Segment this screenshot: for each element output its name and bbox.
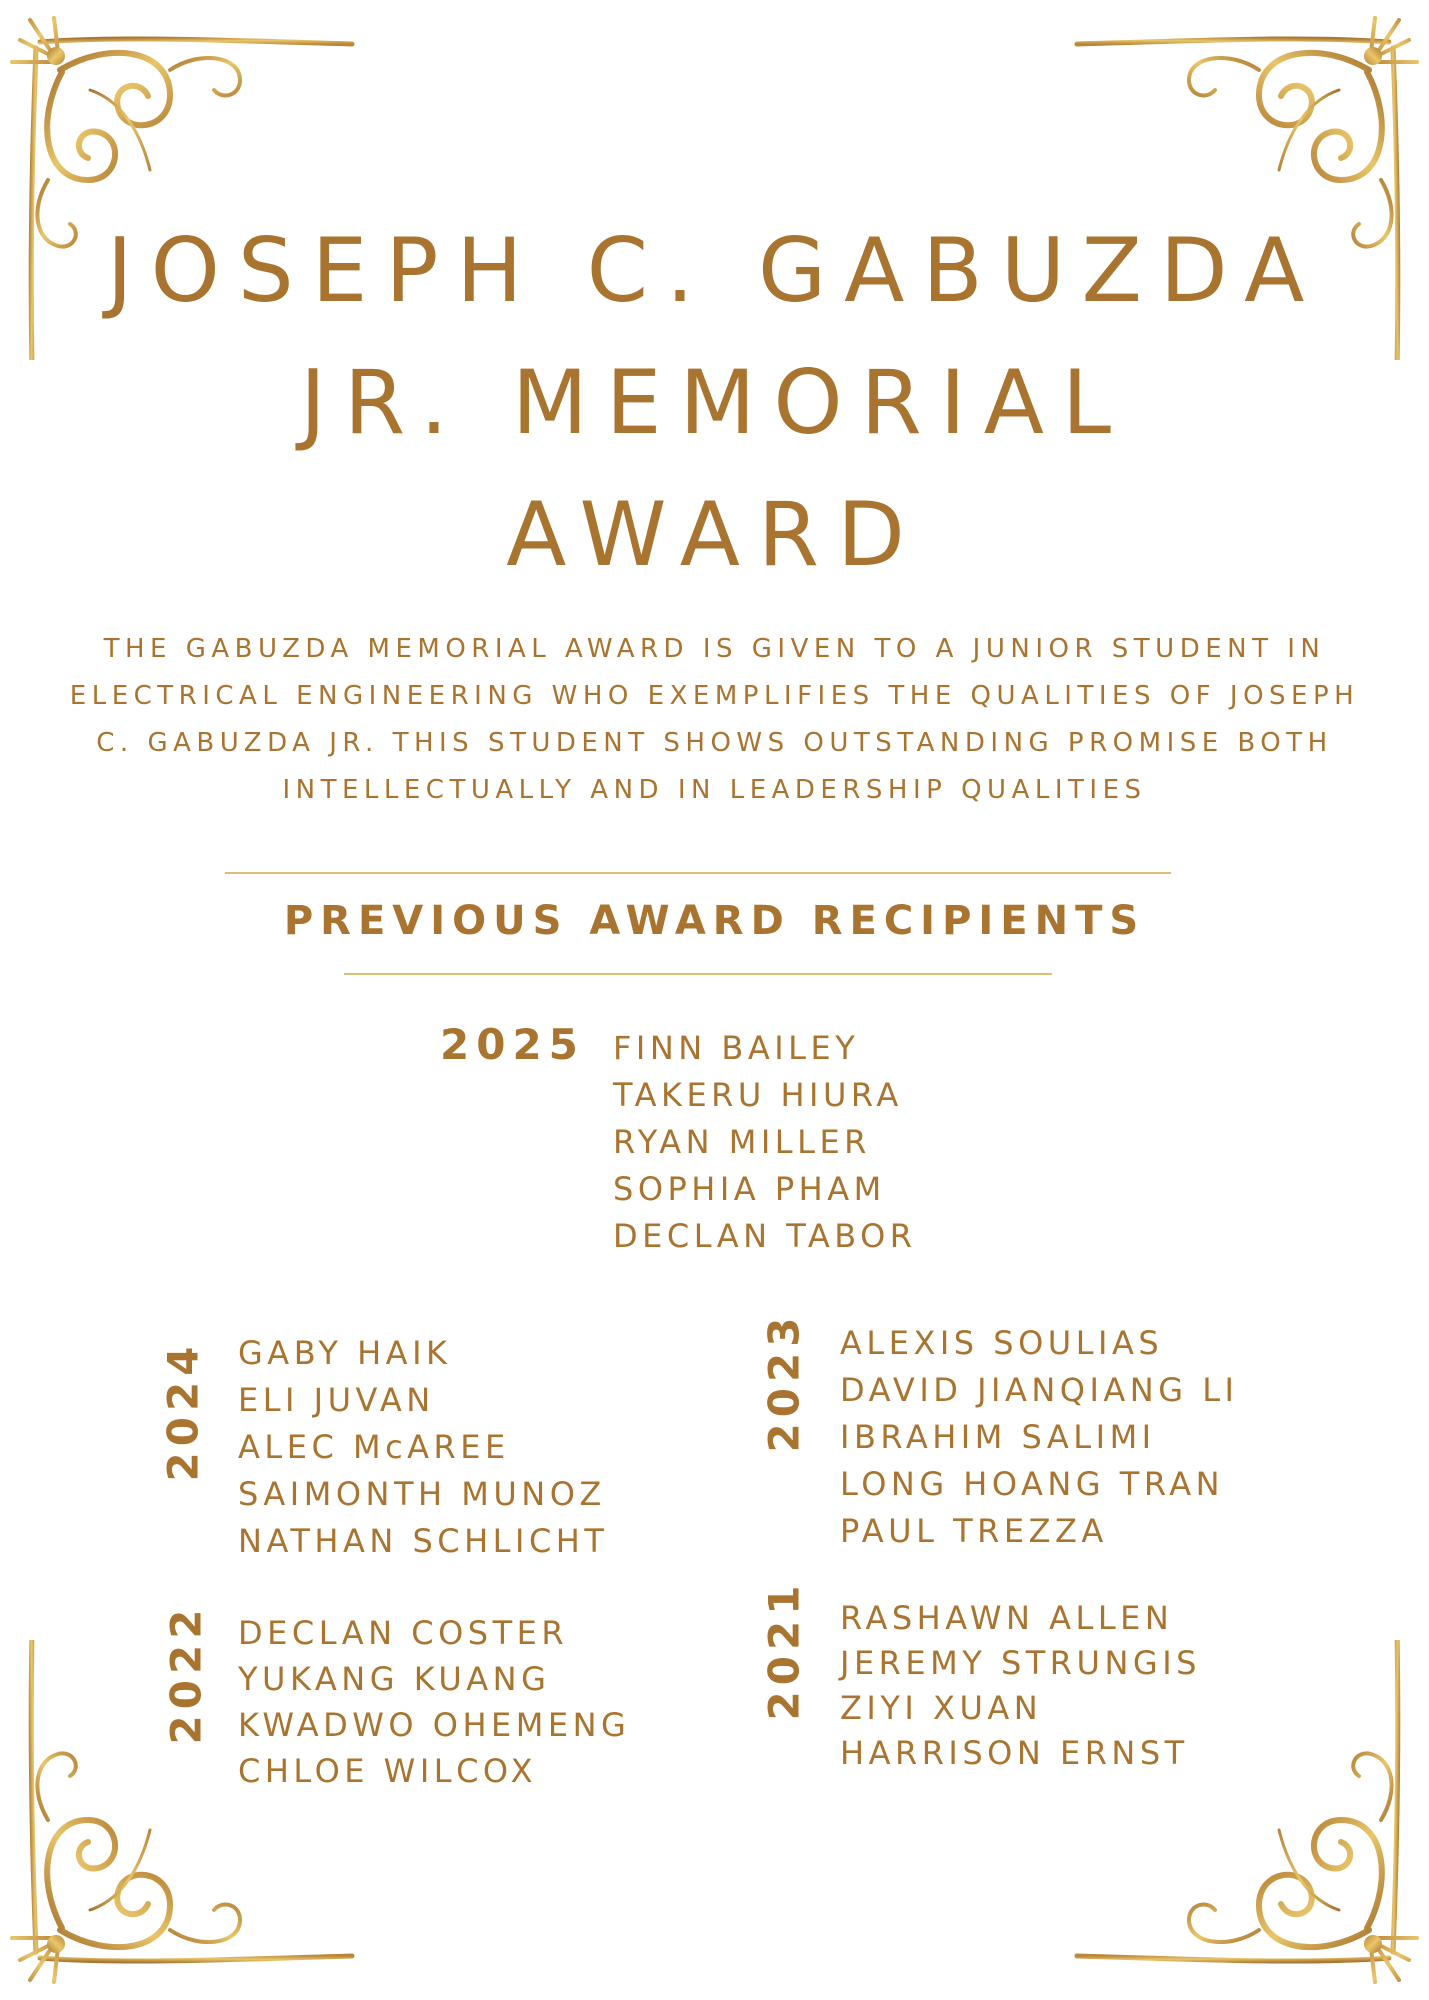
recipient-name: NATHAN SCHLICHT [238, 1522, 609, 1560]
recipient-name: ALEXIS SOULIAS [840, 1324, 1164, 1362]
award-title-line-3: AWARD [506, 483, 923, 586]
recipient-list-2021 [840, 1596, 1201, 1776]
year-label-2025: 2025 [440, 1020, 585, 1069]
recipient-name: RASHAWN ALLEN [840, 1599, 1174, 1637]
recipient-name: DECLAN COSTER [238, 1614, 569, 1652]
award-description: THE GABUZDA MEMORIAL AWARD IS GIVEN TO A JUNIOR STUDENT IN ELECTRICAL ENGINEERING WHO EXEMPLIFIES THE QUALITIES OF JOSEPH C. GABUZDA JR. THIS STUDENT SHOWS OUTSTANDING PROMISE BOTH INTELLECTUALLY AND IN LEADERSHIP QUALITIES [69, 634, 1360, 805]
recipient-name: HARRISON ERNST [840, 1734, 1189, 1772]
recipient-name: RYAN MILLER [613, 1123, 871, 1161]
recipient-name: FINN BAILEY [613, 1029, 860, 1067]
recipient-list-2023 [840, 1320, 1238, 1555]
recipient-name: KWADWO OHEMENG [238, 1706, 631, 1744]
recipient-name: SOPHIA PHAM [613, 1170, 886, 1208]
section-heading: PREVIOUS AWARD RECIPIENTS [283, 898, 1146, 944]
year-label-2022-text: 2022 [161, 1603, 211, 1745]
recipient-name: GABY HAIK [238, 1334, 452, 1372]
recipient-name: DAVID JIANQIANG LI [840, 1371, 1239, 1409]
recipient-name: SAIMONTH MUNOZ [238, 1475, 606, 1513]
recipient-name: JEREMY STRUNGIS [840, 1644, 1201, 1682]
recipient-name: DECLAN TABOR [613, 1217, 917, 1255]
year-label-2023-text: 2023 [759, 1311, 809, 1453]
recipient-name: PAUL TREZZA [840, 1512, 1108, 1550]
award-title-line-1: JOSEPH C. GABUZDA [106, 219, 1323, 322]
recipient-name: ELI JUVAN [238, 1381, 435, 1419]
recipient-name: TAKERU HIURA [613, 1076, 903, 1114]
award-title [60, 205, 1369, 601]
recipient-name: IBRAHIM SALIMI [840, 1418, 1156, 1456]
recipient-list-2022 [238, 1610, 630, 1794]
recipient-list-2024 [238, 1330, 608, 1565]
recipient-name: LONG HOANG TRAN [840, 1465, 1225, 1503]
year-label-2024-text: 2024 [158, 1340, 208, 1482]
award-title-line-2: JR. MEMORIAL [300, 351, 1129, 454]
recipient-name: ALEC McAREE [238, 1428, 510, 1466]
year-label-2021-text: 2021 [759, 1579, 809, 1721]
recipient-name: YUKANG KUANG [238, 1660, 551, 1698]
recipient-name: CHLOE WILCOX [238, 1752, 537, 1790]
recipient-name: ZIYI XUAN [840, 1689, 1043, 1727]
divider-bottom [344, 973, 1052, 975]
recipient-list-2025 [613, 1025, 917, 1260]
divider-top [225, 872, 1171, 874]
